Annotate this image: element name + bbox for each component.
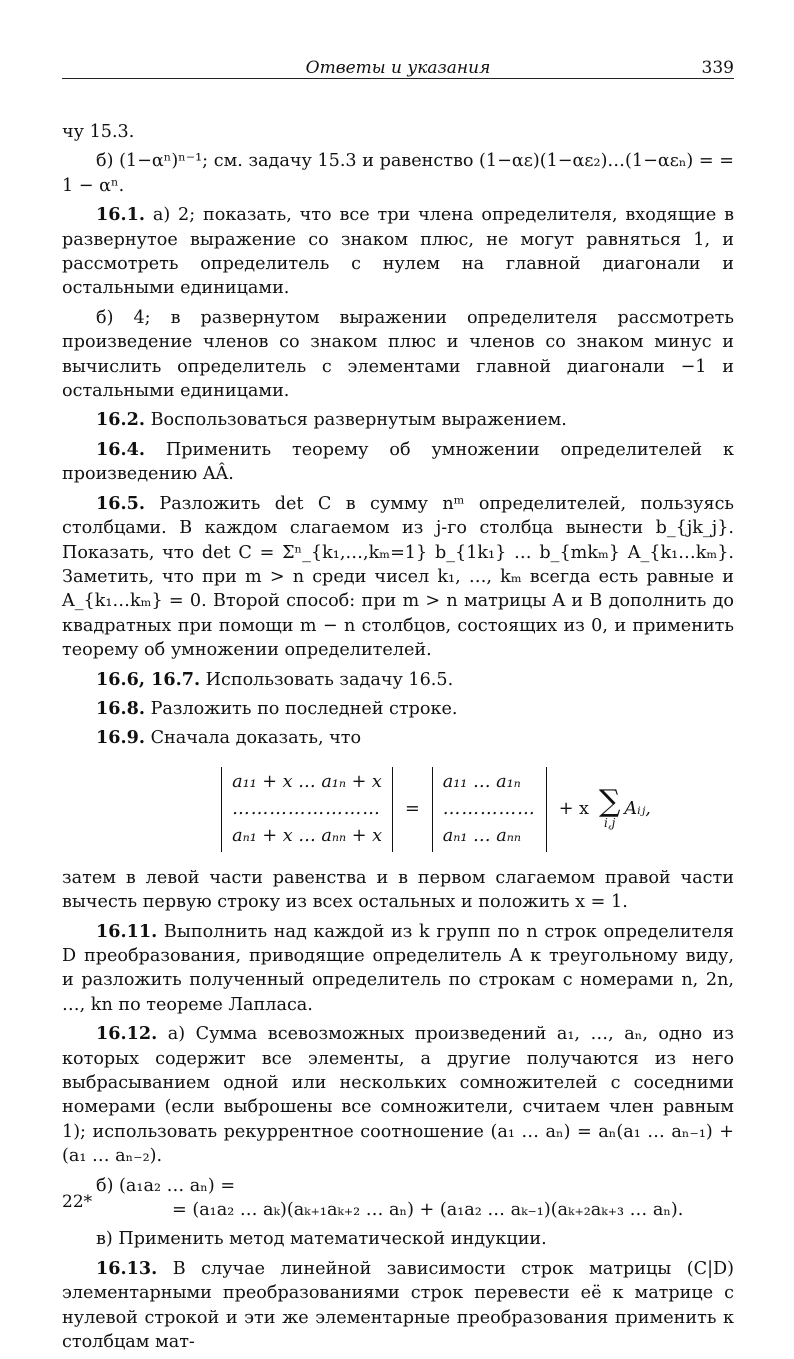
problem-number: 16.12.: [96, 1023, 158, 1045]
problem-number: 16.11.: [96, 920, 158, 942]
answer-16-4: [62, 438, 734, 487]
answer-text: Разложить det C в сумму nᵐ определителей, пользуясь столбцами. В каждом слагаемом из j-го столбца вынести b_{jk_j}. Показать, что det C = Σⁿ_{k₁,…,kₘ=1} b_{1k₁} … b_{mkₘ} A_{k₁…kₘ}. Заметить, что при m > n среди чисел k₁, …, kₘ всегда есть равные и A_{k₁…kₘ} = 0. Второй способ: при m > n матрицы A и B дополнить до квадратных при помощи m − n столбцов, состоящих из 0, и применить теорему об умножении определителей.: [62, 493, 735, 661]
answer-16-13: [62, 1257, 734, 1355]
running-header: [62, 52, 734, 79]
answer-16-12-b: б) (a₁a₂ … aₙ) =: [96, 1175, 236, 1196]
problem-number: 16.1.: [96, 204, 145, 226]
running-head-title: Ответы и указания: [305, 58, 491, 78]
page-number: 339: [701, 58, 734, 78]
answer-text: Выполнить над каждой из k групп по n строк определителя D преобразования, приводящие определитель A к треугольному виду, и разложить полученный определитель по строкам с номерами n, 2n, …, kn по теореме Лапласа.: [62, 921, 735, 1015]
answer-16-5: [62, 492, 734, 663]
left-determinant: [221, 767, 393, 852]
det-row: aₙ₁ … aₙₙ: [442, 825, 521, 846]
answer-text: В случае линейной зависимости строк матрицы (C|D) элементарными преобразованиями строк перевести её к матрице с нулевой строкой и эти же элементарные преобразования применить к столбцам мат-: [62, 1258, 734, 1353]
equals-sign: =: [405, 799, 420, 820]
problem-number: 16.9.: [96, 727, 145, 749]
answer-16-2: [62, 408, 734, 432]
answer-16-1-b: б) 4; в развернутом выражении определителя рассмотреть произведение членов со знаком плюс и членов со знаком минус и вычислить определитель с элементами главной диагонали −1 и остальными единицами.: [62, 307, 734, 402]
answer-16-12-a: [62, 1022, 734, 1168]
problem-number: 16.4.: [96, 438, 145, 460]
det-dots: ……………: [442, 798, 536, 819]
summation: [598, 784, 621, 831]
answer-16-8: [62, 697, 734, 721]
cofactor-term: Aᵢⱼ,: [624, 799, 651, 820]
answer-16-12-c: в) Применить метод математической индукции.: [96, 1229, 547, 1250]
signature-mark: 22*: [62, 1192, 93, 1212]
determinant-formula: [132, 767, 734, 852]
problem-number: 16.13.: [96, 1257, 158, 1279]
answer-text: Сначала доказать, что: [150, 728, 362, 749]
plus-x: + x: [558, 799, 589, 820]
paragraph-continuation: чу 15.3.: [62, 122, 135, 142]
det-row: aₙ₁ + x … aₙₙ + x: [232, 825, 382, 846]
answer-16-1-a: [62, 203, 734, 301]
answer-text: Использовать задачу 16.5.: [205, 669, 454, 690]
paragraph-after-formula: затем в левой части равенства и в первом слагаемом правой части вычесть первую строку из всех остальных и положить x = 1.: [62, 867, 734, 913]
right-determinant: [432, 767, 547, 852]
det-row: a₁₁ + x … a₁ₙ + x: [232, 771, 382, 792]
det-row: a₁₁ … a₁ₙ: [442, 771, 521, 792]
answer-text: а) Сумма всевозможных произведений a₁, …, aₙ, одно из которых содержит все элементы, а другие получаются из него выбрасыванием одной или нескольких сомножителей с соседними номерами (если выброшены все сомножители, считаем член равным 1); использовать рекуррентное соотношение (a₁ … aₙ) = aₙ(a₁ … aₙ₋₁) + (a₁ … aₙ₋₂).: [62, 1024, 735, 1167]
answer-text: а) 2; показать, что все три члена определителя, входящие в развернутое выражение со знаком плюс, не могут равняться 1, и рассмотреть определитель с нулем на главной диагонали и остальными единицами.: [62, 205, 734, 299]
problem-number: 16.5.: [96, 492, 145, 514]
answer-16-12-b-continued: = (a₁a₂ … aₖ)(aₖ₊₁aₖ₊₂ … aₙ) + (a₁a₂ … aₖ₋₁)(aₖ₊₂aₖ₊₃ … aₙ).: [172, 1200, 684, 1221]
answer-text: Применить теорему об умножении определителей к произведению AÂ.: [62, 439, 734, 485]
problem-number: 16.6, 16.7.: [96, 668, 201, 690]
problem-number: 16.8.: [96, 697, 145, 719]
sigma-symbol: ∑: [598, 784, 621, 820]
problem-number: 16.2.: [96, 409, 145, 431]
answer-text: Воспользоваться развернутым выражением.: [150, 410, 567, 431]
answer-16-11: [62, 920, 734, 1018]
paragraph-15-b: б) (1−αⁿ)ⁿ⁻¹; см. задачу 15.3 и равенство (1−αε)(1−αε₂)…(1−αεₙ) = = 1 − αⁿ.: [62, 151, 734, 196]
answer-16-9: [62, 726, 734, 750]
sum-index: i,j: [604, 816, 616, 831]
page-body: [62, 120, 734, 1359]
det-dots: ……………………: [232, 798, 381, 819]
answer-16-6-16-7: [62, 668, 734, 692]
answer-text: Разложить по последней строке.: [150, 698, 458, 719]
